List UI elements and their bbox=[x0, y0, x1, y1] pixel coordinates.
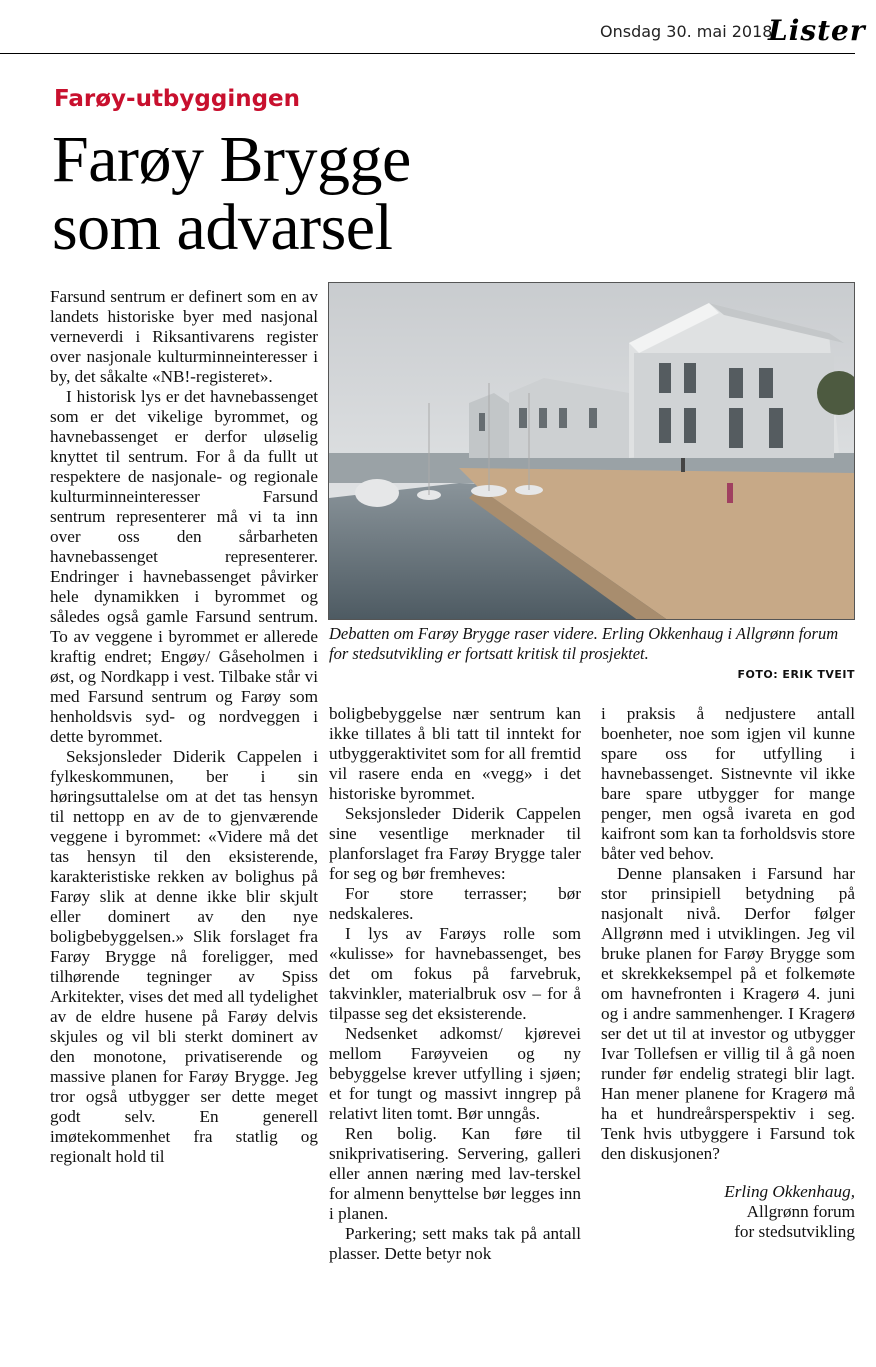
paragraph: Nedsenket adkomst/ kjørevei mellom Farøyveien og ny bebyggelse krever utfylling i sjøen; et for tungt og massivt inngrep på relativt liten tomt. Bør unngås. bbox=[329, 1024, 581, 1123]
article-headline bbox=[52, 123, 752, 264]
author-signature bbox=[601, 1182, 855, 1242]
article-column-2 bbox=[329, 704, 581, 1264]
author-org-line-2: for stedsutvikling bbox=[734, 1222, 855, 1241]
paragraph: Seksjonsleder Diderik Cappelen i fylkeskommunen, ber i sin høringsuttalelse om at det tas hensyn til nettopp en av de to gjenværende veggene i byrommet: «Videre må det tas hensyn til den eksisterende, karakteristiske rekken av bolighus på Farøy slik at denne ikke blir skjult eller dominert av den nye boligbebyggelsen.» Slik forslaget fra Farøy Brygge nå foreligger, med tilhørende tegninger av Spiss Arkitekter, vises det med all tydelighet av de eldre husene på Farøy delvis skjules og vil bli sterkt dominert av den monotone, privatiserende og massive planen for Farøy Brygge. Jeg tror også utbygger ser dette meget godt selv. En generell imøtekommenhet fra statlig og regionalt hold til bbox=[50, 747, 318, 1166]
paragraph: Seksjonsleder Diderik Cappelen sine vesentlige merknader til planforslaget fra Farøy Brygge taler for seg og bør fremheves: bbox=[329, 804, 581, 883]
article-photo bbox=[328, 282, 855, 620]
article-column-3 bbox=[601, 704, 855, 1242]
paragraph: Denne plansaken i Farsund har stor prinsipiell betydning på nasjonalt nivå. Derfor følger Allgrønn med i utviklingen. Jeg vil bruke planen for Farøy Brygge som et skrekkeksempel på et folkemøte om havnefronten i Kragerø 4. juni og i andre sammenhenger. I Kragerø ser det ut til at investor og utbygger Ivar Tollefsen er villig til å gå noen runder før endelig strategi blir lagt. Han mener planene for Kragerø må ha et hundreårsperspektiv i seg. Tenk hvis utbyggere i Farsund tok den diskusjonen? bbox=[601, 864, 855, 1163]
harbor-rendering-image bbox=[329, 283, 855, 620]
paragraph: Parkering; sett maks tak på antall plasser. Dette betyr nok bbox=[329, 1224, 581, 1263]
header-divider bbox=[0, 53, 855, 54]
paragraph: I historisk lys er det havnebassenget som er det vikelige byrommet, og havnebassenget er derfor uløselig knyttet til sentrum. For å da fullt ut respektere de nasjonale- og regionale kulturminneinteresser Farsund sentrum representerer må vi ta inn over oss den sårbarheten havnebassenget representerer. Endringer i havnebassenget påvirker hele dynamikken i byrommet og således også gamle Farsund sentrum. To av veggene i byrommet er allerede kraftig endret; Engøy/ Gåseholmen i øst, og Nordkapp i vest. Tilbake står vi med Farsund sentrum og Farøy som henholdsvis syd- og nordveggen i dette byrommet. bbox=[50, 387, 318, 746]
newspaper-logo: Lister bbox=[768, 14, 866, 47]
author-org-line-1: Allgrønn forum bbox=[746, 1202, 855, 1221]
article-kicker: Farøy-utbyggingen bbox=[54, 86, 301, 112]
paragraph: Farsund sentrum er definert som en av landets historiske byer med nasjonal verneverdi i Riksantivarens register over nasjonale kulturminneinteresser i by, det såkalte «NB!-registeret». bbox=[50, 287, 318, 386]
author-name: Erling Okkenhaug, bbox=[724, 1182, 855, 1201]
photo-caption: Debatten om Farøy Brygge raser videre. Erling Okkenhaug i Allgrønn forum for stedsutvikling er fortsatt kritisk til prosjektet. bbox=[329, 624, 839, 663]
article-column-1 bbox=[50, 287, 318, 1167]
paragraph: boligbebyggelse nær sentrum kan ikke tillates å bli tatt til inntekt for utbyggeraktivitet som for all fremtid vil rasere enda en «vegg» i det historiske byrommet. bbox=[329, 704, 581, 803]
headline-line-1: Farøy Brygge bbox=[52, 123, 411, 196]
issue-date: Onsdag 30. mai 2018 bbox=[600, 22, 773, 41]
photo-credit: FOTO: ERIK TVEIT bbox=[737, 668, 855, 681]
paragraph: I lys av Farøys rolle som «kulisse» for havnebassenget, bes det om fokus på farvebruk, takvinkler, materialbruk osv – for å tilpasse seg det eksisterende. bbox=[329, 924, 581, 1023]
paragraph: i praksis å nedjustere antall boenheter, noe som igjen vil kunne spare oss for utfylling i havnebassenget. Sistnevnte vil ikke bare spare utbygger for mange penger, men også ivareta en god kaifront som kan ta forholdsvis store båter ved behov. bbox=[601, 704, 855, 863]
paragraph: Ren bolig. Kan føre til snikprivatisering. Servering, galleri eller annen næring med lav-terskel for almenn benyttelse bør legges inn i planen. bbox=[329, 1124, 581, 1223]
paragraph: For store terrasser; bør nedskaleres. bbox=[329, 884, 581, 923]
headline-line-2: som advarsel bbox=[52, 191, 393, 264]
